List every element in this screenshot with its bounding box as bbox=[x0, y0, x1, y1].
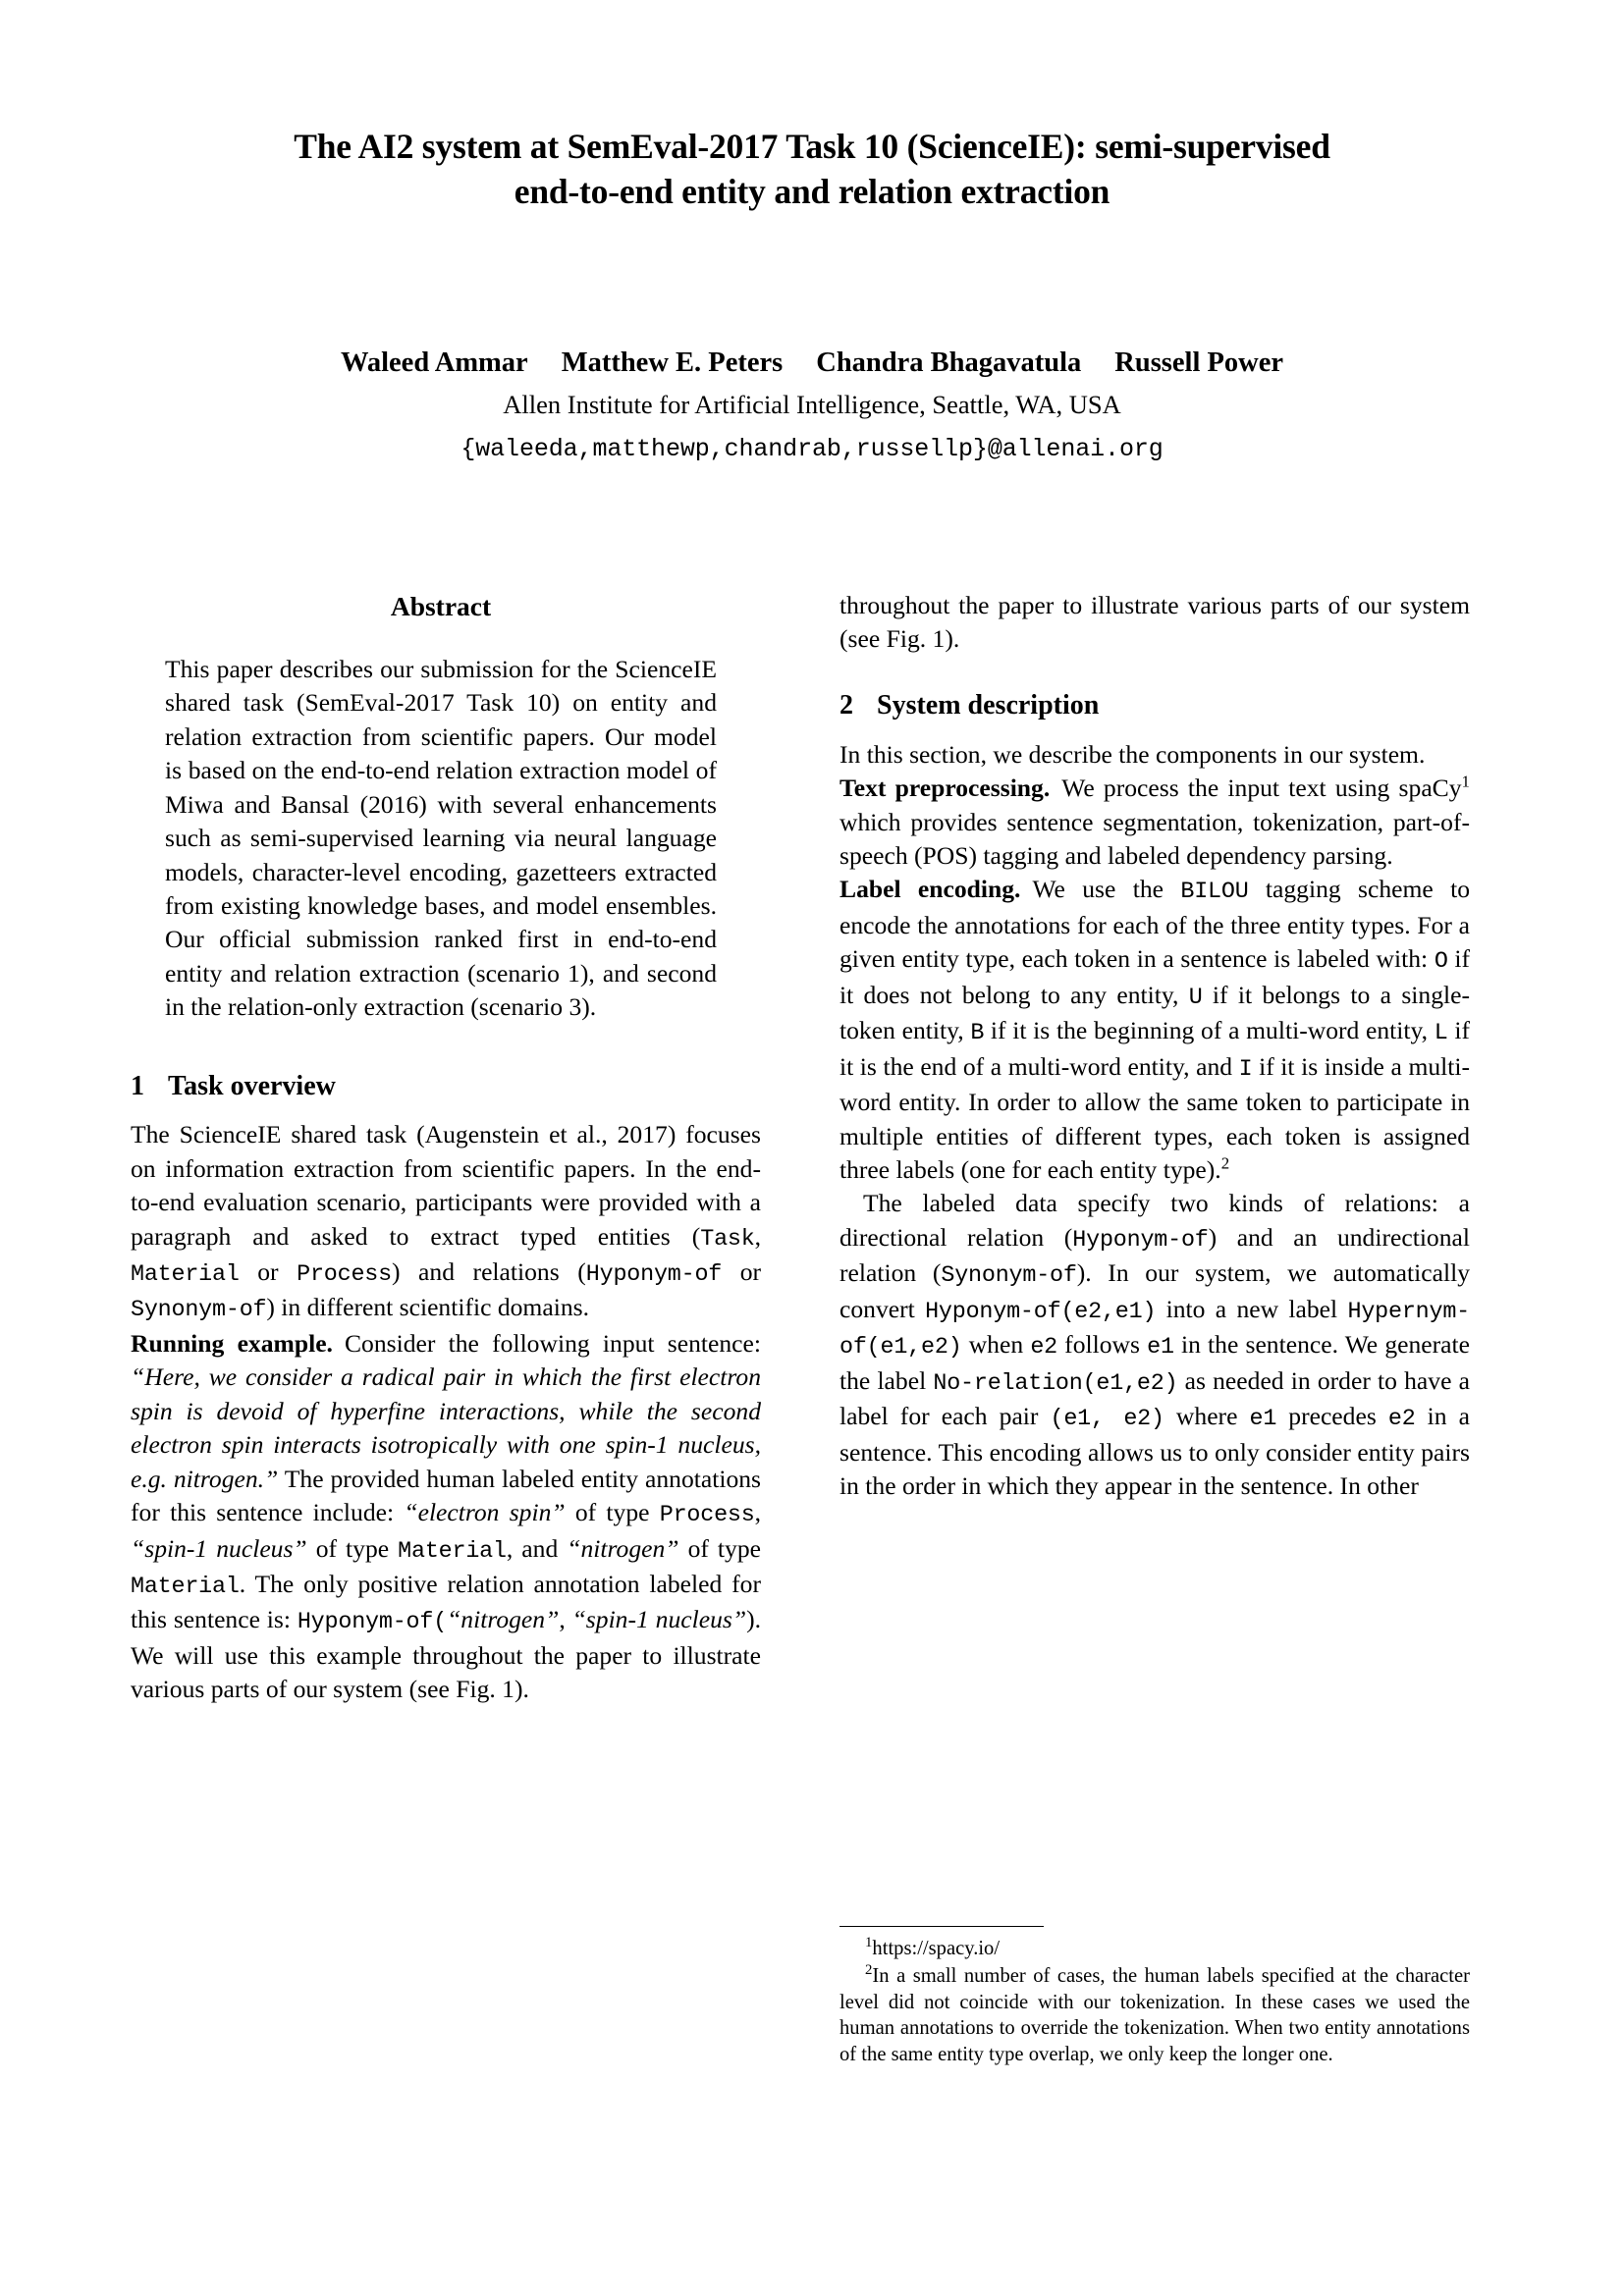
affiliation: Allen Institute for Artificial Intelligence, Seattle, WA, USA bbox=[503, 390, 1121, 420]
footnote-2-text: In a small number of cases, the human labels specified at the character level did not coincide with our tokenization. In these cases we used the human annotations to override the tokenization. When two entity annotations of the same entity type overlap, we only keep the longer one. bbox=[839, 1964, 1470, 2066]
text-run: The ScienceIE shared task (Augenstein et al., 2017) focuses on information extraction from scientific papers. In the end-to-end evaluation scenario, participants were provided with a paragraph and asked to extract typed entities ( bbox=[131, 1120, 761, 1251]
tag-l: L bbox=[1434, 1021, 1448, 1047]
text-run: The provided human labeled entity annotations for this sentence include: bbox=[131, 1464, 761, 1527]
page-title bbox=[167, 124, 1457, 214]
footnote-separator-rule bbox=[839, 1926, 1044, 1927]
title-block bbox=[167, 124, 1457, 214]
text-run: . The only positive relation annotation labeled for this sentence is: bbox=[131, 1570, 761, 1634]
tag-scheme-bilou: BILOU bbox=[1180, 880, 1249, 906]
entity-variable-e1: e1 bbox=[1249, 1407, 1277, 1433]
footnote-marker-1[interactable]: 1 bbox=[1461, 772, 1470, 791]
entity-variable-e2: e2 bbox=[1387, 1407, 1416, 1433]
paper-title-line-1: The AI2 system at SemEval-2017 Task 10 (ScienceIE): semi-supervised bbox=[294, 127, 1330, 166]
section-title: Task overview bbox=[168, 1070, 336, 1101]
author-name: Russell Power bbox=[1114, 347, 1284, 378]
text-run: in the sentence. We generate the label bbox=[839, 1330, 1470, 1395]
tag-o: O bbox=[1434, 949, 1448, 976]
text-run: ). In our system, we automatically convert bbox=[839, 1258, 1471, 1323]
footnote-2 bbox=[839, 1963, 1470, 2068]
paragraph-label-encoding bbox=[839, 873, 1470, 1187]
text-run: ) and an undirectional relation ( bbox=[839, 1222, 1470, 1288]
footnote-block bbox=[839, 1926, 1470, 2068]
text-run: if it is inside a multi-word entity. In order to allow the same token to participate in multiple entities of different types, each token is assigned three labels (one for each entity type). bbox=[839, 1051, 1470, 1184]
author-name: Matthew E. Peters bbox=[561, 347, 784, 378]
text-run: , bbox=[754, 1221, 761, 1251]
relation-hyponym-of-e2-e1: Hyponym-of(e2,e1) bbox=[925, 1299, 1157, 1325]
left-column bbox=[131, 589, 761, 1707]
section-heading-task-overview bbox=[131, 1068, 761, 1105]
section-title: System description bbox=[877, 690, 1100, 721]
entity-mention-spin-1-nucleus: “spin-1 nucleus” bbox=[571, 1605, 747, 1634]
paragraph-continued-running-example bbox=[839, 589, 1470, 657]
entity-mention-electron-spin: “electron spin” bbox=[404, 1498, 566, 1527]
text-run: ) and relations ( bbox=[391, 1257, 586, 1287]
text-run: if it is the beginning of a multi-word entity, bbox=[990, 1016, 1429, 1045]
entity-type-material: Material bbox=[398, 1538, 507, 1565]
text-run: throughout the paper to illustrate various parts of our system (see Fig. 1). bbox=[839, 591, 1470, 654]
example-sentence-quote: “Here, we consider a radical pair in which the first electron spin is devoid of hyperfine interactions, while the second electron spin interacts isotropically with one spin-1 nucleus, e.g. nitrogen.” bbox=[131, 1362, 761, 1493]
text-run: , and bbox=[506, 1533, 568, 1563]
author-emails: {waleeda,matthewp,chandrab,russellp}@allenai.org bbox=[460, 434, 1164, 463]
text-run: Consider the following input sentence: bbox=[344, 1328, 761, 1358]
abstract-heading: Abstract bbox=[390, 591, 492, 621]
text-run: of type bbox=[678, 1533, 761, 1563]
text-run: or bbox=[239, 1257, 298, 1287]
text-run: when bbox=[968, 1330, 1024, 1360]
relation-hyponym-of: Hyponym-of bbox=[1072, 1227, 1209, 1254]
footnote-number-1: 1 bbox=[865, 1935, 873, 1951]
entity-pair-e1-e2: (e1, e2) bbox=[1050, 1407, 1164, 1433]
entity-type-process: Process bbox=[659, 1503, 755, 1529]
entity-type-material: Material bbox=[131, 1262, 240, 1289]
text-run: follows bbox=[1064, 1330, 1140, 1360]
abstract-body: This paper describes our submission for the ScienceIE shared task (SemEval-2017 Task 10) on entity and relation extraction from scientific papers. Our model is based on the end-to-end relation extraction model of Miwa and Bansal (2016) with several enhancements such as semi-supervised learning via neural language models, character-level encoding, gazetteers extracted from existing knowledge bases, and model ensembles. Our official submission ranked first in end-to-end entity and relation extraction (scenario 1), and second in the relation-only extraction (scenario 3). bbox=[165, 654, 717, 1022]
text-run: ). We will use this example throughout the paper to illustrate various parts of our system (see Fig. 1). bbox=[131, 1605, 761, 1704]
text-run: as needed in order to have a label for each pair bbox=[839, 1365, 1470, 1431]
entity-variable-e1: e1 bbox=[1147, 1335, 1174, 1362]
text-run: into a new label bbox=[1165, 1294, 1338, 1323]
relation-hyponym-of-call: Hyponym-of( bbox=[297, 1610, 448, 1636]
relation-synonym-of: Synonym-of bbox=[941, 1263, 1077, 1290]
text-run: ) in different scientific domains. bbox=[266, 1293, 589, 1322]
tag-b: B bbox=[970, 1021, 985, 1047]
text-run: of type bbox=[565, 1498, 660, 1527]
relation-no-relation: No-relation(e1,e2) bbox=[933, 1370, 1178, 1397]
text-run: if it does not belong to any entity, bbox=[839, 944, 1470, 1009]
text-run: We process the input text using spaCy bbox=[1061, 774, 1462, 803]
text-run: if it is the end of a multi-word entity, and bbox=[839, 1016, 1470, 1081]
text-run: The labeled data specify two kinds of relations: a directional relation ( bbox=[839, 1189, 1470, 1252]
footnote-1 bbox=[839, 1936, 1470, 1962]
tag-u: U bbox=[1188, 985, 1203, 1011]
author-list bbox=[167, 344, 1457, 383]
entity-type-process: Process bbox=[297, 1262, 392, 1289]
section-number: 2 bbox=[839, 690, 853, 721]
section-number: 1 bbox=[131, 1070, 144, 1101]
text-run: which provides sentence segmentation, tokenization, part-of-speech (POS) tagging and labeled dependency parsing. bbox=[839, 807, 1470, 870]
paper-title-line-2: end-to-end entity and relation extraction bbox=[514, 172, 1110, 212]
relation-hypernym-of-e1-e2: Hypernym-of(e1,e2) bbox=[839, 1299, 1471, 1362]
paragraph-running-example: Running example. Consider the following input sentence: “Here, we consider a radical pair in which the first electron spin is devoid of hyperfine interactions, while the second electron spin interacts isotropically with one spin-1 nucleus, e.g. nitrogen.” The provided human labeled entity annotations for this sentence include: “electron spin” of type Process, “spin-1 nucleus” of type Material, and “nitrogen” of type Material. The only positive relation annotation labeled for this sentence is: Hyponym-of(“nitrogen”, “spin-1 nucleus”). We will use this example throughout the paper to illustrate various parts of our system (see Fig. 1). bbox=[131, 1328, 761, 1704]
relation-synonym-of: Synonym-of bbox=[131, 1298, 267, 1324]
tag-i: I bbox=[1238, 1056, 1253, 1083]
relation-hyponym-of: Hyponym-of bbox=[585, 1262, 723, 1289]
text-run: of type bbox=[306, 1533, 399, 1563]
runin-heading-label-encoding: Label encoding. bbox=[839, 875, 1021, 904]
runin-heading-running-example: Running example. bbox=[131, 1328, 333, 1358]
text-run: tagging scheme to encode the annotations for each of the three entity types. For a given entity type, each token in a sentence is labeled with: bbox=[839, 875, 1471, 974]
abstract-section bbox=[165, 589, 717, 1025]
paragraph-system-intro: In this section, we describe the components in our system. bbox=[839, 739, 1426, 769]
entity-type-task: Task bbox=[700, 1226, 755, 1253]
text-run: where bbox=[1175, 1402, 1238, 1431]
text-run: precedes bbox=[1288, 1402, 1377, 1431]
author-name: Chandra Bhagavatula bbox=[816, 347, 1082, 378]
entity-mention-spin-1-nucleus: “spin-1 nucleus” bbox=[131, 1533, 307, 1563]
entity-variable-e2: e2 bbox=[1030, 1335, 1057, 1362]
text-run: or bbox=[722, 1257, 762, 1287]
right-column bbox=[839, 589, 1470, 1503]
paragraph-text-preprocessing bbox=[839, 772, 1470, 873]
footnote-1-text[interactable]: https://spacy.io/ bbox=[872, 1938, 1001, 1959]
text-run: if it belongs to a single-token entity, bbox=[839, 980, 1470, 1045]
entity-mention-nitrogen: “nitrogen” bbox=[567, 1533, 679, 1563]
footnote-number-2: 2 bbox=[865, 1961, 873, 1978]
runin-heading-text-preprocessing: Text preprocessing. bbox=[839, 774, 1051, 803]
text-run: in a sentence. This encoding allows us to only consider entity pairs in the order in which they appear in the sentence. In other bbox=[839, 1402, 1470, 1501]
author-name: Waleed Ammar bbox=[340, 347, 528, 378]
text-run: We use the bbox=[1032, 875, 1164, 904]
section-heading-system-description bbox=[839, 687, 1470, 724]
paragraph-task-overview bbox=[131, 1118, 761, 1327]
entity-type-material: Material bbox=[131, 1575, 240, 1600]
footnote-marker-2[interactable]: 2 bbox=[1220, 1153, 1230, 1173]
authors-block bbox=[167, 344, 1457, 467]
entity-mention-nitrogen: “nitrogen” bbox=[447, 1605, 560, 1634]
paragraph-relations bbox=[839, 1187, 1470, 1503]
